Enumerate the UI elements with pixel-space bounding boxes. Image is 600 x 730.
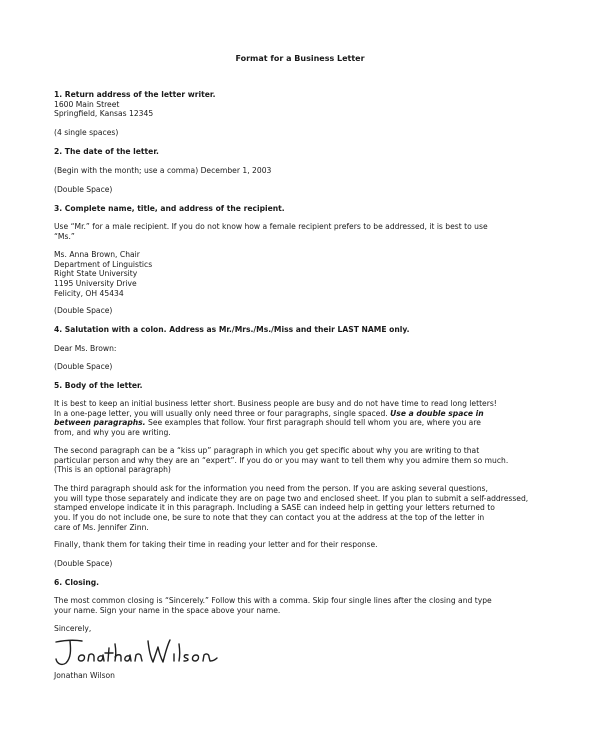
section-4-note: (Double Space) — [54, 362, 113, 371]
salutation-example: Dear Ms. Brown: — [54, 344, 117, 353]
return-address-line-2: Springfield, Kansas 12345 — [54, 109, 154, 119]
recipient-address-line: Ms. Anna Brown, Chair — [54, 250, 140, 259]
recipient-instruction-line-1: Use “Mr.” for a male recipient. If you do not know how a female recipient prefers to be addressed, it is best to use — [54, 222, 488, 231]
between-paragraphs-emphasis: between paragraphs. — [54, 418, 146, 428]
section-4-heading: 4. Salutation with a colon. Address as Mr./Mrs./Ms./Miss and their LAST NAME only. — [54, 325, 410, 334]
body-p1-line — [54, 418, 554, 428]
body-p2-line: particular person and why they are an “expert”. If you do or you may want to tell them why you admire them so much. — [54, 455, 509, 465]
section-1-note: (4 single spaces) — [54, 128, 119, 137]
recipient-address-line: Right State University — [54, 269, 138, 279]
body-p2-line: (This is an optional paragraph) — [54, 465, 171, 475]
body-p1-text: In a one-page letter, you will usually only need three or four paragraphs, single spaced. — [54, 408, 388, 418]
section-return-address — [54, 90, 554, 119]
body-p1-line: from, and why you are writing. — [54, 428, 171, 438]
section-3-note: (Double Space) — [54, 306, 113, 315]
section-6-heading: 6. Closing. — [54, 578, 100, 587]
recipient-address-line: Felicity, OH 45434 — [54, 288, 124, 298]
body-p1-text: See examples that follow. Your first paragraph should tell whom you are, where you are — [148, 418, 481, 428]
return-address-line-1: 1600 Main Street — [54, 99, 120, 109]
typed-name: Jonathan Wilson — [54, 671, 115, 680]
closing-word: Sincerely, — [54, 624, 92, 633]
document-title: Format for a Business Letter — [235, 54, 365, 63]
recipient-address — [54, 250, 554, 299]
double-space-emphasis: Use a double space in — [390, 408, 484, 418]
body-p3-line: The third paragraph should ask for the information you need from the person. If you are asking several questions, — [54, 484, 488, 493]
closing-instruction-line: The most common closing is “Sincerely.” Follow this with a comma. Skip four single lines after the closing and type — [54, 596, 492, 605]
body-p3-line: you. If you do not include one, be sure to note that they can contact you at the address at the top of the letter in — [54, 513, 485, 523]
section-5-heading: 5. Body of the letter. — [54, 381, 143, 390]
body-p3-line: you will type those separately and indicate they are on page two and enclosed sheet. If you plan to submit a self-addressed, — [54, 493, 529, 503]
body-paragraph-3 — [54, 484, 554, 533]
handwritten-signature — [52, 628, 222, 673]
recipient-address-line: Department of Linguistics — [54, 259, 153, 269]
body-p2-line: The second paragraph can be a “kiss up” paragraph in which you get specific about why you are writing to that — [54, 446, 480, 455]
body-paragraph-2 — [54, 446, 554, 475]
body-p1-line — [54, 409, 554, 419]
section-3-heading: 3. Complete name, title, and address of the recipient. — [54, 204, 285, 213]
recipient-address-line: 1195 University Drive — [54, 279, 137, 289]
body-p3-line: stamped envelope indicate it in this paragraph. Including a SASE can indeed help in getting your letters returned to — [54, 503, 495, 513]
body-paragraph-4: Finally, thank them for taking their time in reading your letter and for their response. — [54, 540, 378, 549]
body-paragraph-1 — [54, 399, 554, 438]
section-5-note: (Double Space) — [54, 559, 113, 568]
closing-instructions — [54, 596, 554, 615]
section-2-note: (Double Space) — [54, 185, 113, 194]
date-example: (Begin with the month; use a comma) December 1, 2003 — [54, 166, 272, 175]
closing-instruction-line: your name. Sign your name in the space above your name. — [54, 605, 281, 615]
signature-graphic — [52, 628, 222, 670]
recipient-instructions — [54, 222, 554, 241]
section-1-heading: 1. Return address of the letter writer. — [54, 90, 216, 99]
recipient-instruction-line-2: “Ms.” — [54, 231, 75, 241]
body-p3-line: care of Ms. Jennifer Zinn. — [54, 522, 149, 532]
body-p1-line: It is best to keep an initial business letter short. Business people are busy and do not have time to read long letters! — [54, 399, 497, 408]
section-2-heading: 2. The date of the letter. — [54, 147, 159, 156]
